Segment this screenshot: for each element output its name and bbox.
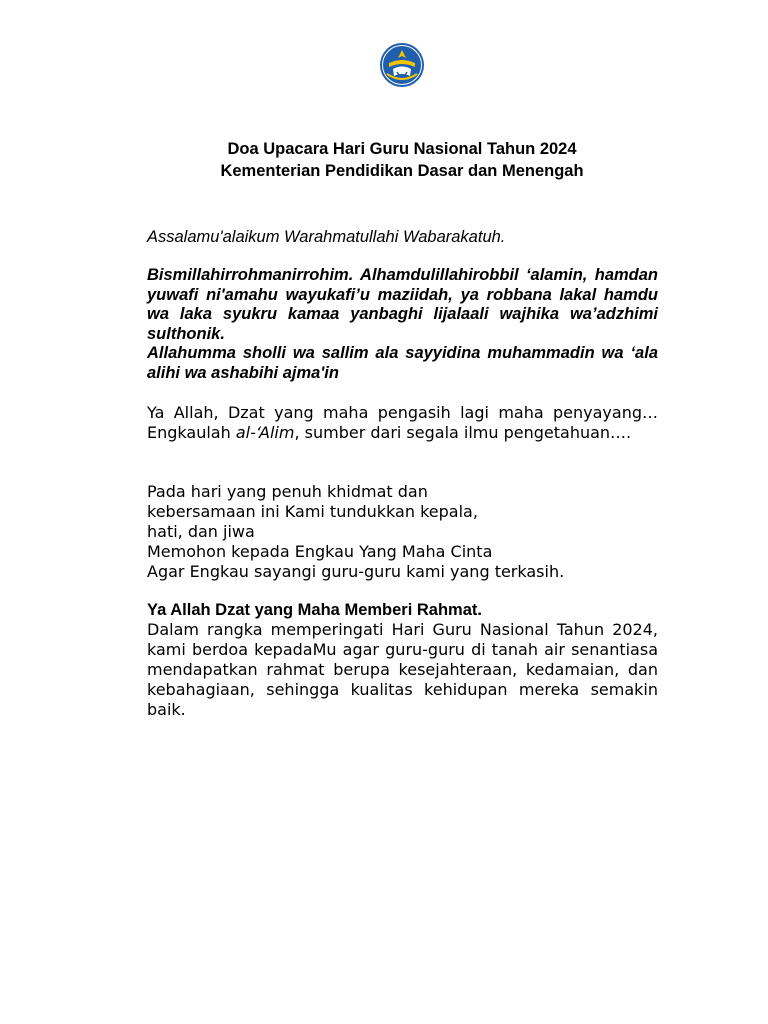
paragraph-2-line: Agar Engkau sayangi guru-guru kami yang terkasih. [147,562,565,581]
title-line-2: Kementerian Pendidikan Dasar dan Menengah [220,162,584,180]
opening-prayer-line-2: Allahumma sholli wa sallim ala sayyidina muhammadin wa ‘ala alihi wa ashabihi ajma'in [147,344,658,382]
paragraph-1-emphasis: al-‘Alim [235,423,295,442]
paragraph-1-before: Ya Allah, Dzat yang maha pengasih lagi maha penyayang… Engkaulah [147,403,658,442]
opening-prayer-line-1: Bismillahirrohmanirrohim. Alhamdulillahirobbil ‘alamin, hamdan yuwafi ni'amahu wayukafi’u maziidah, ya robbana lakal hamdu wa laka syukru kamaa yanbaghi lijalaali wajhika wa’adzhimi sulthonik. [147,266,658,343]
document-title [140,138,664,182]
paragraph-1 [147,403,658,443]
paragraph-2 [147,482,658,582]
tut-wuri-handayani-logo-icon [377,42,427,88]
paragraph-2-line: Memohon kepada Engkau Yang Maha Cinta [147,542,493,561]
paragraph-2-line: kebersamaan ini Kami tundukkan kepala, [147,502,478,521]
greeting: Assalamu'alaikum Warahmatullahi Wabarakatuh. [147,228,506,246]
paragraph-2-line: Pada hari yang penuh khidmat dan [147,482,428,501]
opening-prayer [147,266,658,383]
paragraph-1-after: , sumber dari segala ilmu pengetahuan…. [294,423,632,442]
paragraph-2-line: hati, dan jiwa [147,522,255,541]
title-line-1: Doa Upacara Hari Guru Nasional Tahun 2024 [227,140,577,158]
section-3-text: Dalam rangka memperingati Hari Guru Nasional Tahun 2024, kami berdoa kepadaMu agar guru-guru di tanah air senantiasa mendapatkan rahmat berupa kesejahteraan, kedamaian, dan kebahagiaan, sehingga kualitas kehidupan mereka semakin baik. [147,620,658,719]
section-3-heading: Ya Allah Dzat yang Maha Memberi Rahmat. [147,601,482,619]
